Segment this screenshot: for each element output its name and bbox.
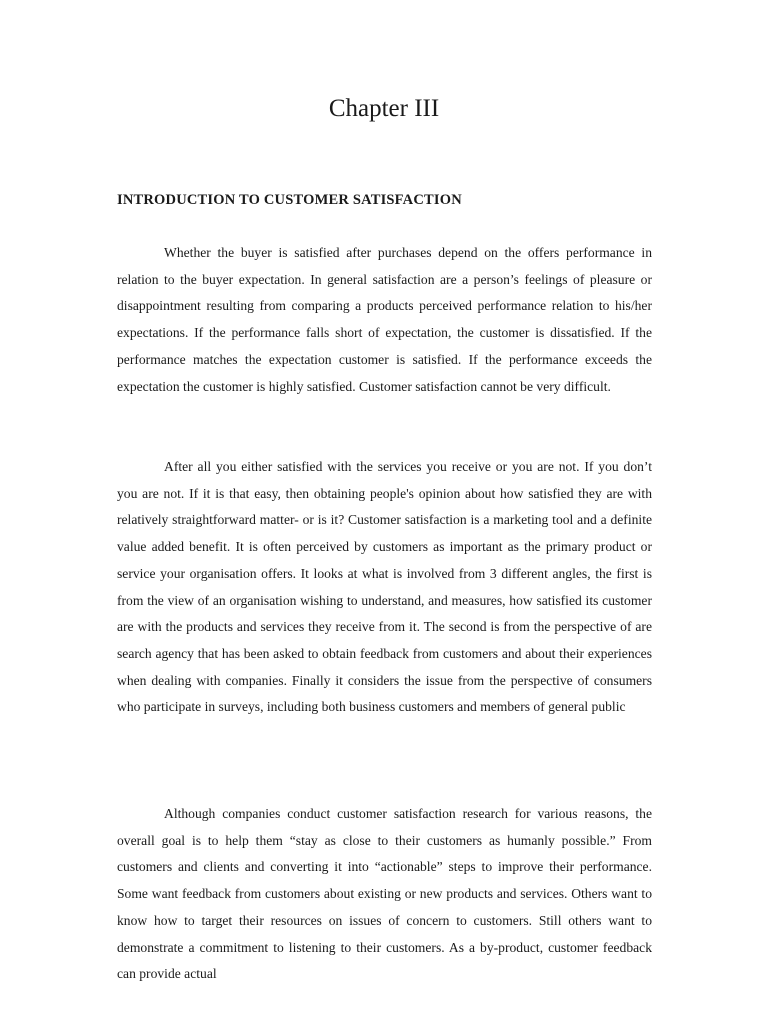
chapter-title: Chapter III [328,95,440,122]
body-paragraph: After all you either satisfied with the services you receive or you are not. If you don’t you are not. If it is that easy, then obtaining people's opinion about how satisfied they are with relatively straightforward matter- or is it? Customer satisfaction is a marketing tool and a definite value added benefit. It is often perceived by customers as important as the primary product or service your organisation offers. It looks at what is involved from 3 different angles, the first is from the view of an organisation wishing to understand, and measures, how satisfied its customer are with the products and services they receive from it. The second is from the perspective of are search agency that has been asked to obtain feedback from customers and about their experiences when dealing with companies. Finally it considers the issue from the perspective of consumers who participate in surveys, including both business customers and members of general public [117,459,652,715]
body-paragraph: Although companies conduct customer satisfaction research for various reasons, the overall goal is to help them “stay as close to their customers as humanly possible.” From customers and clients and converting it into “actionable” steps to improve their performance. Some want feedback from customers about existing or new products and services. Others want to know how to target their resources on issues of concern to customers. Still others want to demonstrate a commitment to listening to their customers. As a by-product, customer feedback can provide actual [117,806,652,982]
body-paragraph: Whether the buyer is satisfied after purchases depend on the offers performance in relation to the buyer expectation. In general satisfaction are a person’s feelings of pleasure or disappointment resulting from comparing a products perceived performance relation to his/her expectations. If the performance falls short of expectation, the customer is dissatisfied. If the performance matches the expectation customer is satisfied. If the performance exceeds the expectation the customer is highly satisfied. Customer satisfaction cannot be very difficult. [117,245,652,394]
section-heading: INTRODUCTION TO CUSTOMER SATISFACTION [117,192,462,208]
